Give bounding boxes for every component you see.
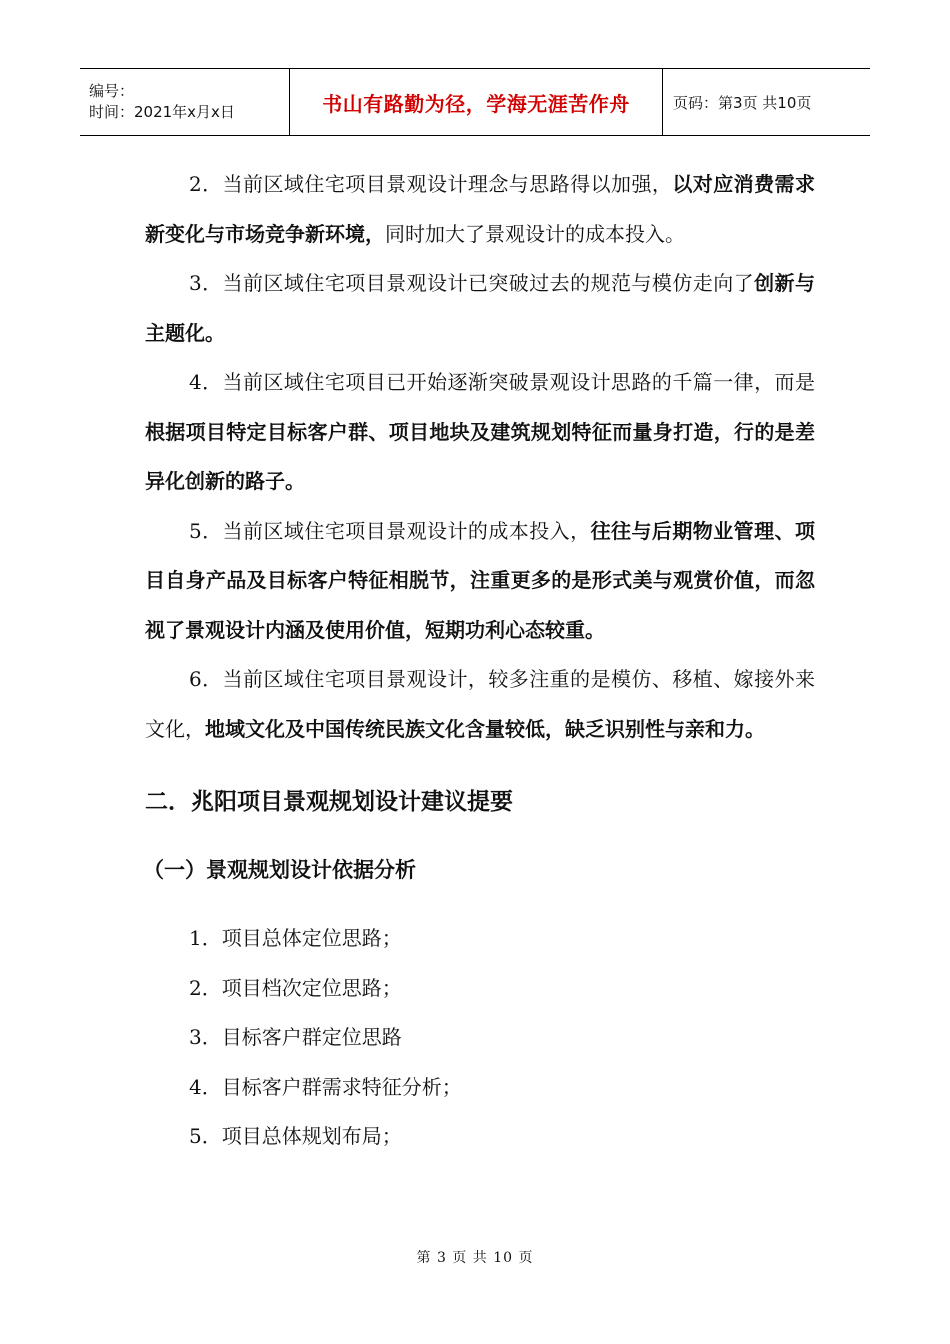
list-item: 4．目标客户群需求特征分析； bbox=[189, 1074, 462, 1099]
paragraph-bold-text: 创新与主题化。 bbox=[145, 271, 815, 345]
paragraph-4 bbox=[145, 358, 815, 507]
header-table bbox=[80, 68, 870, 136]
list-item: 3．目标客户群定位思路 bbox=[189, 1025, 402, 1049]
paragraph-number: 3． bbox=[189, 271, 223, 295]
paragraph-bold-text: 地域文化及中国传统民族文化含量较低，缺乏识别性与亲和力。 bbox=[205, 716, 765, 741]
paragraph-text: 当前区域住宅项目已开始逐渐突破景观设计思路的千篇一律，而是 bbox=[222, 370, 815, 394]
section-heading: 二．兆阳项目景观规划设计建议提要 bbox=[145, 789, 513, 815]
analysis-list bbox=[145, 914, 815, 1162]
document-time-label: 时间：2021年x月x日 bbox=[89, 103, 235, 121]
header-motto: 书山有路勤为径，学海无涯苦作舟 bbox=[322, 91, 630, 116]
paragraph-bold-text: 以对应消费需求新变化与市场竞争新环境， bbox=[145, 172, 815, 246]
list-item: 2．项目档次定位思路； bbox=[189, 975, 402, 1000]
paragraph-number: 2． bbox=[189, 172, 223, 196]
paragraph-number: 6． bbox=[189, 667, 223, 691]
paragraph-number: 4． bbox=[189, 370, 223, 394]
list-item: 5．项目总体规划布局； bbox=[189, 1124, 402, 1148]
paragraph-text: 当前区域住宅项目景观设计，较多注重的是模仿、移植、嫁接外来文化， bbox=[145, 667, 815, 741]
header-left-cell bbox=[80, 69, 290, 136]
paragraph-2 bbox=[145, 160, 815, 259]
header-page-code: 页码：第3页 共10页 bbox=[663, 69, 871, 136]
paragraph-bold-text: 根据项目特定目标客户群、项目地块及建筑规划特征而量身打造，行的是差异化创新的路子。 bbox=[145, 419, 815, 493]
paragraph-text: 同时加大了景观设计的成本投入。 bbox=[385, 221, 685, 246]
document-number-label: 编号： bbox=[89, 82, 135, 100]
list-item: 1．项目总体定位思路； bbox=[189, 926, 402, 950]
paragraph-text: 当前区域住宅项目景观设计已突破过去的规范与模仿走向了 bbox=[222, 271, 755, 295]
page-footer: 第 3 页 共 10 页 bbox=[416, 1250, 534, 1266]
paragraph-6 bbox=[145, 655, 815, 754]
document-body bbox=[145, 160, 815, 1162]
paragraph-text: 当前区域住宅项目景观设计的成本投入， bbox=[222, 518, 591, 543]
paragraph-3 bbox=[145, 259, 815, 358]
header-motto-cell bbox=[290, 69, 663, 136]
subsection-heading: （一）景观规划设计依据分析 bbox=[143, 858, 416, 882]
paragraph-bold-text: 往往与后期物业管理、项目自身产品及目标客户特征相脱节，注重更多的是形式美与观赏价值，而忽视了景观设计内涵及使用价值，短期功利心态较重。 bbox=[145, 518, 815, 642]
paragraph-5 bbox=[145, 507, 815, 656]
paragraph-text: 当前区域住宅项目景观设计理念与思路得以加强， bbox=[222, 172, 673, 196]
paragraph-number: 5． bbox=[189, 518, 223, 543]
